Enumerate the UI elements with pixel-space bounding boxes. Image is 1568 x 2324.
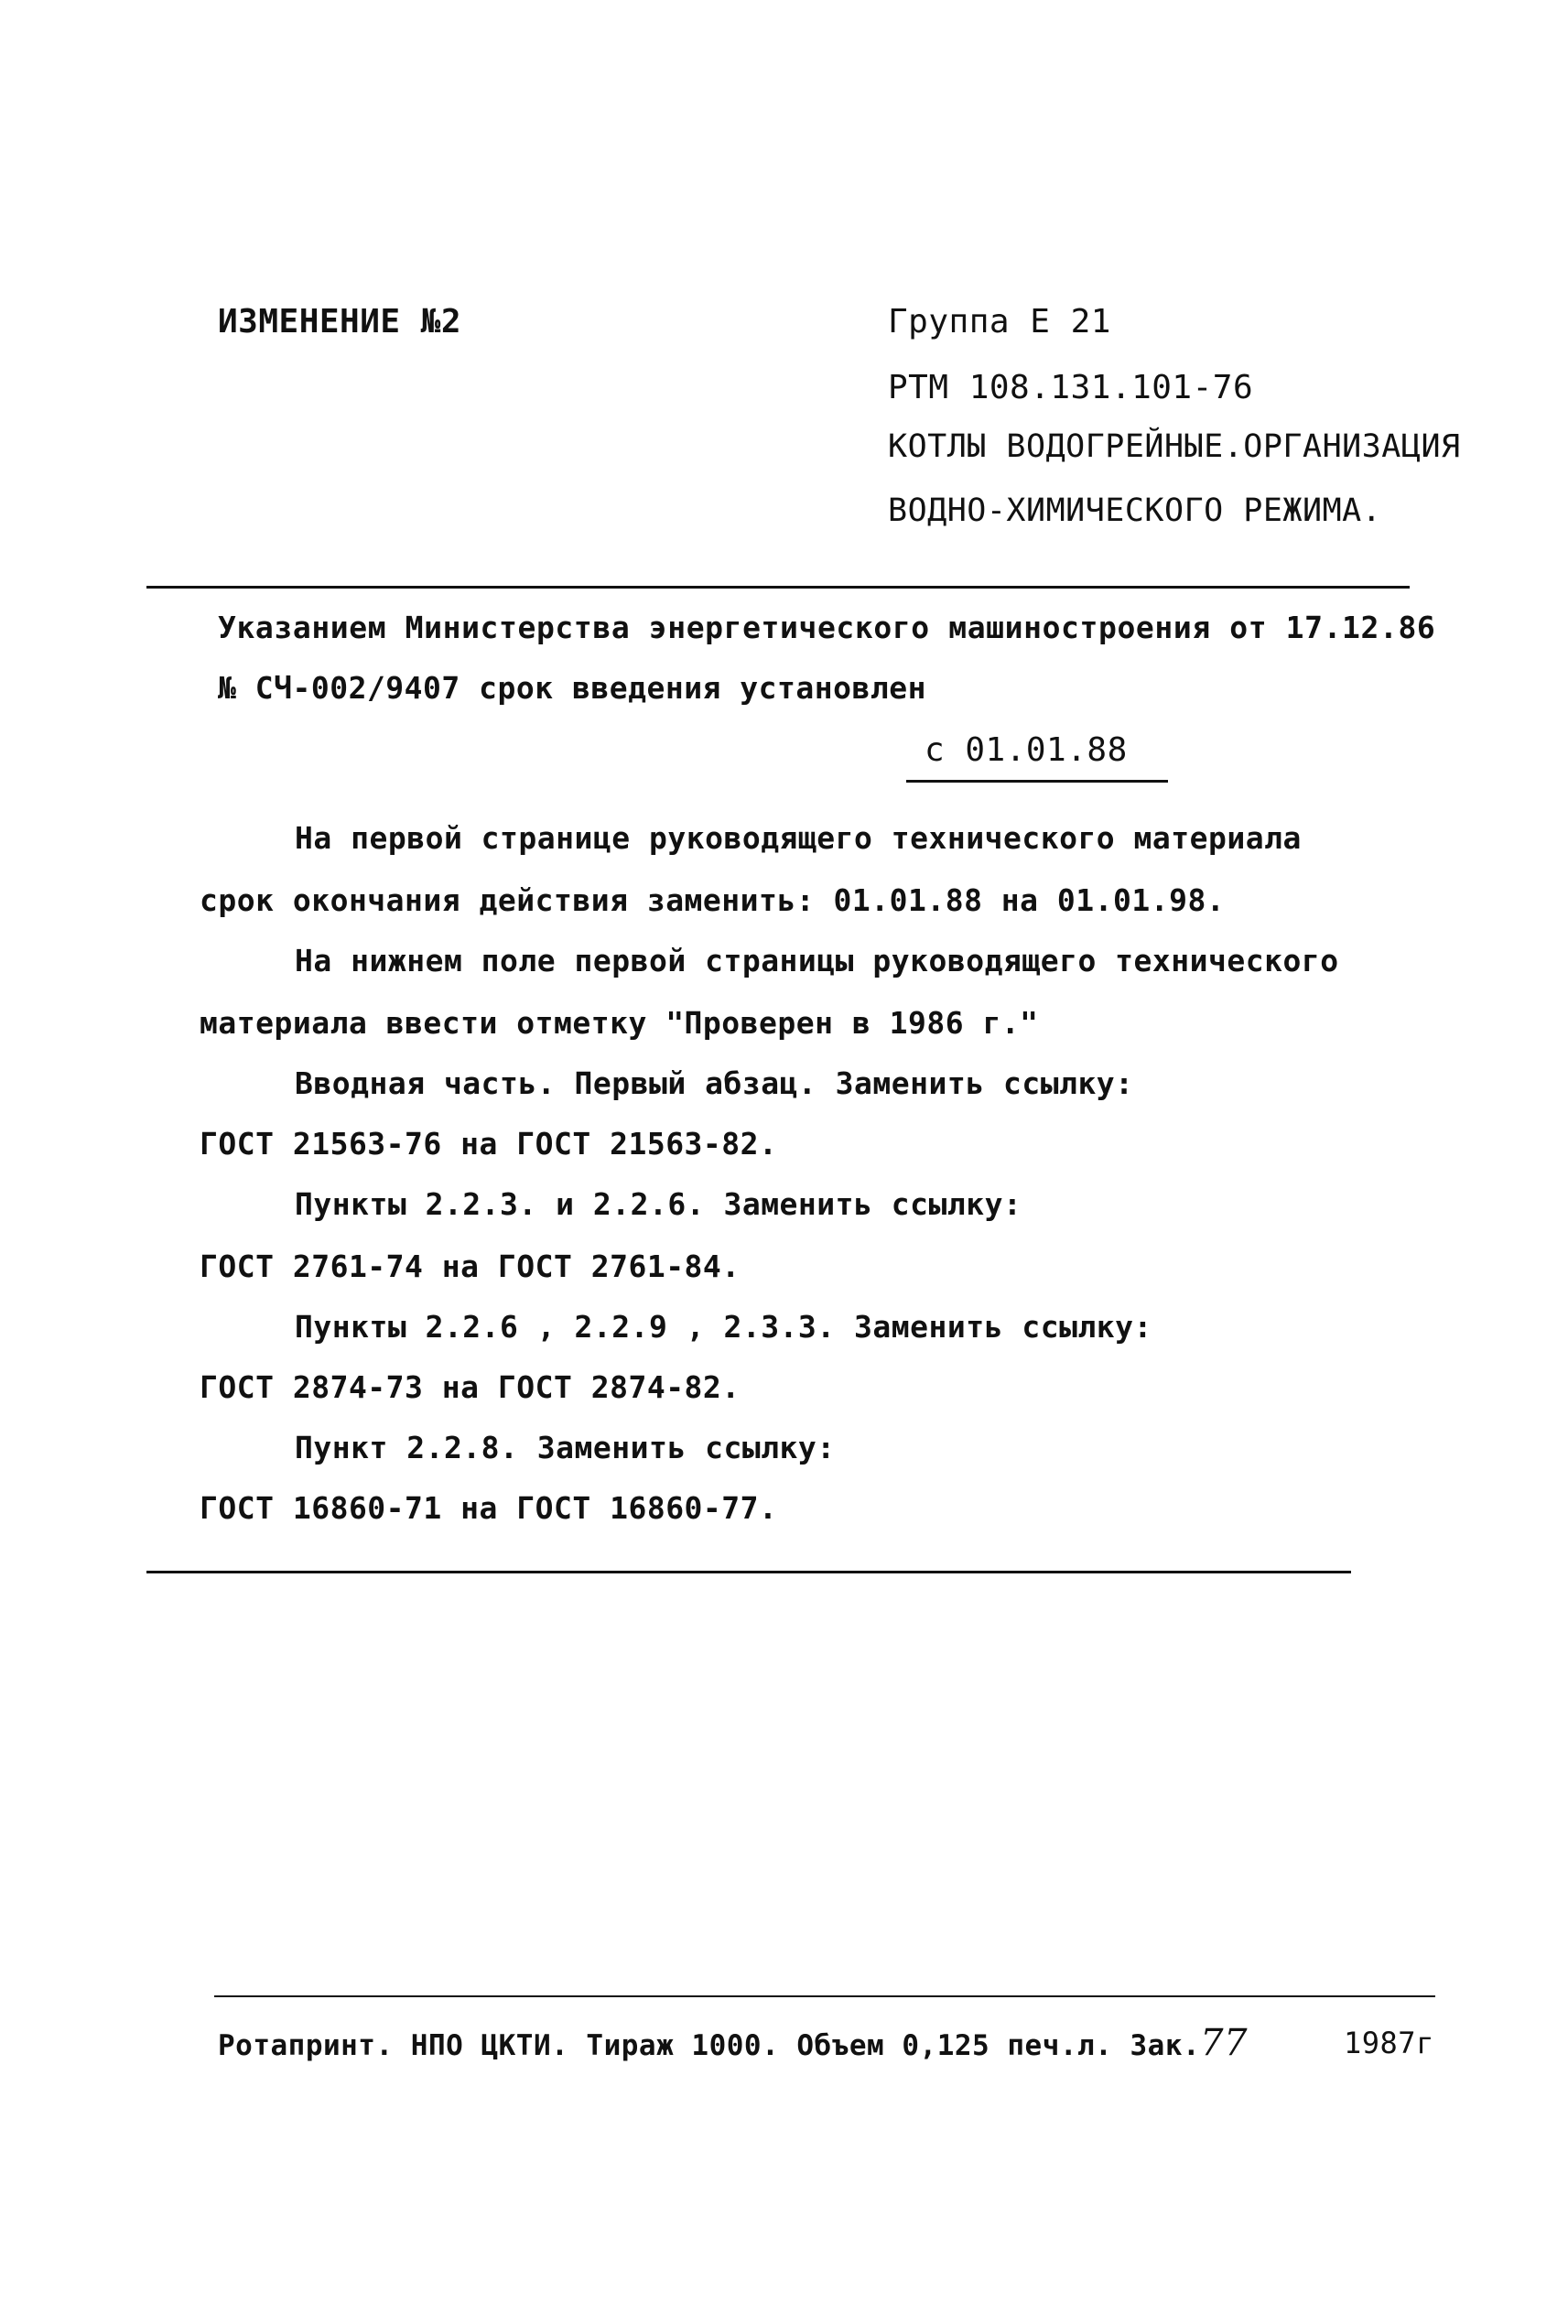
p3-line-1: Вводная часть. Первый абзац. Заменить ссылку: — [295, 1065, 1134, 1101]
body-divider — [146, 1571, 1351, 1573]
p5-line-2: ГОСТ 2874-73 на ГОСТ 2874-82. — [200, 1369, 741, 1405]
header-divider — [146, 586, 1410, 589]
group-code: Группа Е 21 — [888, 303, 1111, 340]
p5-line-1: Пункты 2.2.6 , 2.2.9 , 2.3.3. Заменить ссылку: — [295, 1309, 1152, 1345]
document-code: РТМ 108.131.101-76 — [888, 369, 1254, 406]
p6-line-1: Пункт 2.2.8. Заменить ссылку: — [295, 1430, 836, 1465]
footer-imprint — [218, 2023, 1248, 2066]
p4-line-1: Пункты 2.2.3. и 2.2.6. Заменить ссылку: — [295, 1186, 1022, 1222]
change-label: ИЗМЕНЕНИЕ №2 — [218, 303, 462, 340]
p3-line-2: ГОСТ 21563-76 на ГОСТ 21563-82. — [200, 1126, 778, 1162]
p1-line-2: срок окончания действия заменить: 01.01.88 на 01.01.98. — [200, 882, 1226, 918]
decree-line-2: № СЧ-002/9407 срок введения установлен — [218, 670, 926, 706]
title-line-1: КОТЛЫ ВОДОГРЕЙНЫЕ.ОРГАНИЗАЦИЯ — [888, 428, 1461, 465]
p2-line-1: На нижнем поле первой страницы руководящего технического — [295, 943, 1339, 978]
effective-date-underline — [906, 780, 1168, 783]
decree-line-1: Указанием Министерства энергетического машиностроения от 17.12.86 — [218, 610, 1436, 645]
footer-divider — [214, 1995, 1435, 1997]
p4-line-2: ГОСТ 2761-74 на ГОСТ 2761-84. — [200, 1248, 741, 1284]
effective-date: с 01.01.88 — [925, 731, 1128, 769]
title-line-2: ВОДНО-ХИМИЧЕСКОГО РЕЖИМА. — [888, 492, 1382, 529]
p2-line-2: материала ввести отметку "Проверен в 1986 г." — [200, 1005, 1039, 1041]
p1-line-1: На первой странице руководящего технического материала — [295, 820, 1302, 856]
print-year: 1987г — [1344, 2026, 1434, 2060]
imprint-text: Ротапринт. НПО ЦКТИ. Тираж 1000. Объем 0,125 печ.л. Зак. — [218, 2029, 1201, 2062]
p6-line-2: ГОСТ 16860-71 на ГОСТ 16860-77. — [200, 1490, 778, 1526]
order-number: 77 — [1200, 2022, 1249, 2064]
